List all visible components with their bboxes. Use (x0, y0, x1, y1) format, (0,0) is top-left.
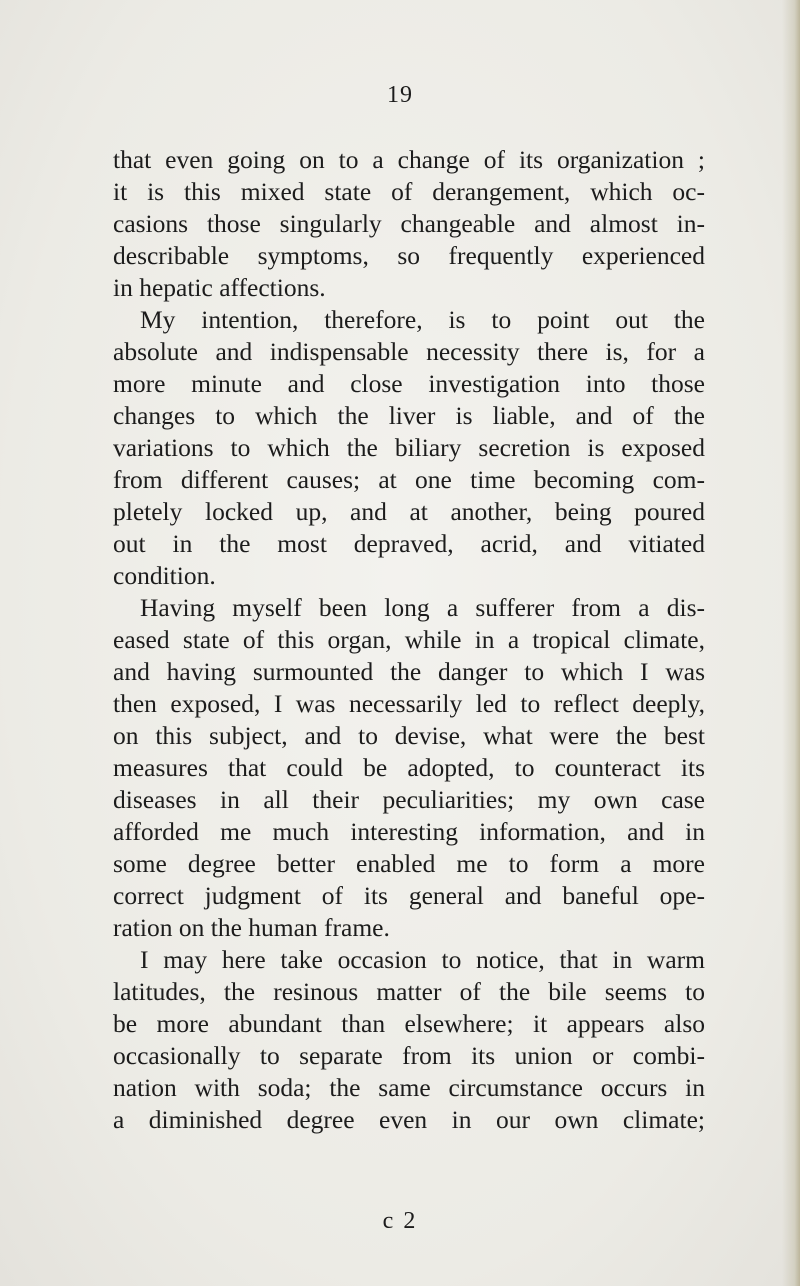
text-line: condition. (113, 561, 216, 590)
text-line: on this subject, and to devise, what were the best (113, 721, 705, 750)
text-line: some degree better enabled me to form a more (113, 849, 705, 878)
text-line: out in the most depraved, acrid, and vitiated (113, 529, 705, 558)
text-line: from different causes; at one time becoming com- (113, 465, 705, 494)
text-line: afforded me much interesting information, and in (113, 817, 705, 846)
text-line: measures that could be adopted, to counteract its (113, 753, 705, 782)
text-line: absolute and indispensable necessity there is, for a (113, 337, 705, 366)
text-line: pletely locked up, and at another, being poured (113, 497, 705, 526)
text-line: casions those singularly changeable and almost in- (113, 209, 705, 238)
text-line: changes to which the liver is liable, and of the (113, 401, 705, 430)
text-line: then exposed, I was necessarily led to reflect deeply, (113, 689, 705, 718)
text-line: describable symptoms, so frequently experienced (113, 241, 705, 270)
text-line: a diminished degree even in our own climate; (113, 1105, 705, 1134)
text-line: occasionally to separate from its union or combi- (113, 1041, 705, 1070)
text-line: diseases in all their peculiarities; my own case (113, 785, 705, 814)
text-line: nation with soda; the same circumstance occurs in (113, 1073, 705, 1102)
page-number: 19 (387, 82, 413, 108)
text-line: be more abundant than elsewhere; it appears also (113, 1009, 705, 1038)
signature-mark: c 2 (382, 1208, 418, 1234)
text-line: correct judgment of its general and baneful ope- (113, 881, 705, 910)
text-line: eased state of this organ, while in a tropical climate, (113, 625, 705, 654)
text-line: more minute and close investigation into those (113, 369, 705, 398)
text-line: latitudes, the resinous matter of the bile seems to (113, 977, 705, 1006)
text-line: it is this mixed state of derangement, which oc- (113, 177, 705, 206)
paragraph-start-line: My intention, therefore, is to point out the (140, 305, 705, 334)
text-line: ration on the human frame. (113, 913, 390, 942)
paragraph-start-line: I may here take occasion to notice, that in warm (140, 945, 705, 974)
page-edge (782, 0, 800, 1286)
body-text (113, 144, 705, 1136)
text-line: in hepatic affections. (113, 273, 326, 302)
text-line: that even going on to a change of its organization ; (113, 145, 705, 174)
text-line: variations to which the biliary secretion is exposed (113, 433, 705, 462)
text-line: and having surmounted the danger to which I was (113, 657, 705, 686)
paragraph-start-line: Having myself been long a sufferer from a dis- (140, 593, 705, 622)
